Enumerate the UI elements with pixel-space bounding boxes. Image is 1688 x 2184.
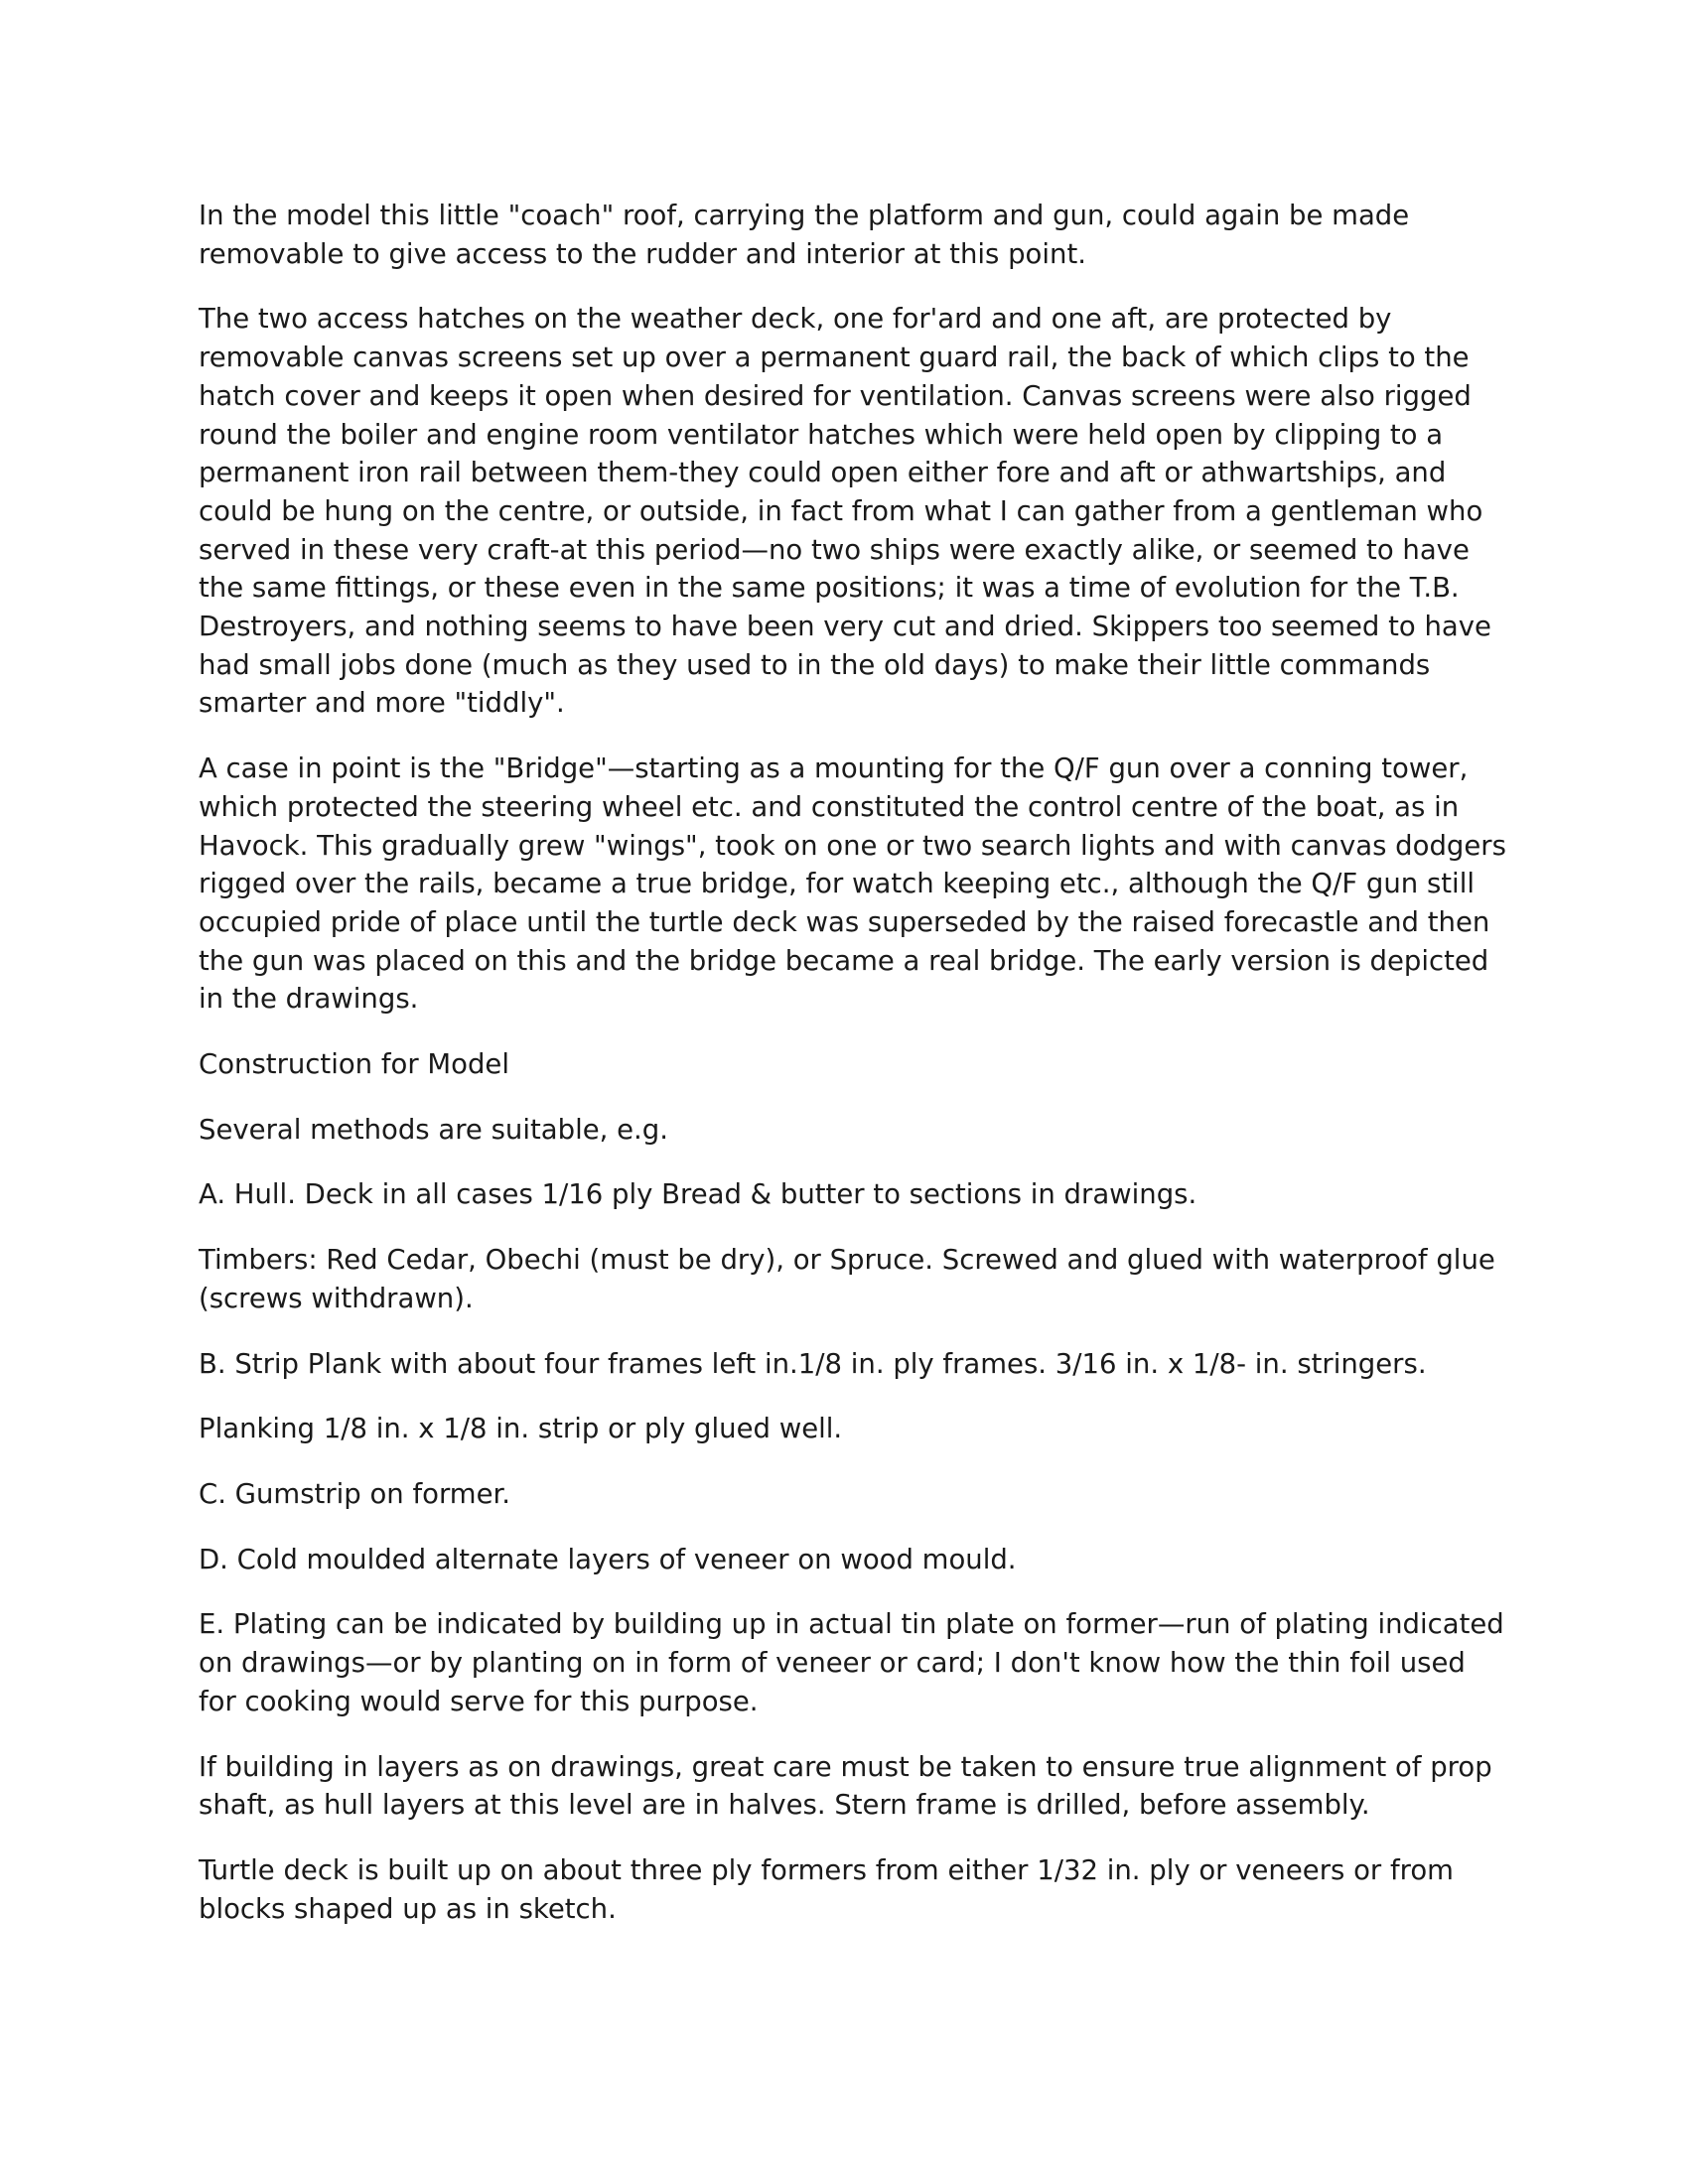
paragraph-method-c-gumstrip: C. Gumstrip on former. bbox=[199, 1477, 511, 1510]
paragraph-turtle-deck: Turtle deck is built up on about three ply formers from either 1/32 in. ply or veneers or from blocks shaped up as in sketch. bbox=[199, 1853, 1454, 1925]
paragraph-coach-roof: In the model this little "coach" roof, carrying the platform and gun, could again be made removable to give access to the rudder and interior at this point. bbox=[199, 200, 1410, 270]
document-page bbox=[199, 197, 1509, 1955]
paragraph-method-a-hull: A. Hull. Deck in all cases 1/16 ply Bread & butter to sections in drawings. bbox=[199, 1178, 1197, 1211]
paragraph-methods-intro: Several methods are suitable, e.g. bbox=[199, 1113, 668, 1146]
paragraph-access-hatches: The two access hatches on the weather deck, one for'ard and one aft, are protected by removable canvas screens set up over a permanent guard rail, the back of which clips to the hatch cover and keeps it open when desired for ventilation. Canvas screens were also rigged round the boiler and engine room ventilator hatches which were held open by clipping to a permanent iron rail between them-they could open either fore and aft or athwartships, and could be hung on the centre, or outside, in fact from what I can gather from a gentleman who served in these very craft-at this period—no two ships were exactly alike, or seemed to have the same fittings, or these even in the same positions; it was a time of evolution for the T.B. Destroyers, and nothing seems to have been very cut and dried. Skippers too seemed to have had small jobs done (much as they used to in the old days) to make their little commands smarter and more "tiddly". bbox=[199, 303, 1491, 720]
paragraph-timbers: Timbers: Red Cedar, Obechi (must be dry), or Spruce. Screwed and glued with waterproof glue (screws withdrawn). bbox=[199, 1244, 1495, 1314]
section-heading-construction: Construction for Model bbox=[199, 1048, 509, 1081]
paragraph-layers-alignment: If building in layers as on drawings, great care must be taken to ensure true alignment of prop shaft, as hull layers at this level are in halves. Stern frame is drilled, before assembly. bbox=[199, 1750, 1492, 1822]
paragraph-bridge: A case in point is the "Bridge"—starting as a mounting for the Q/F gun over a conning tower, which protected the steering wheel etc. and constituted the control centre of the boat, as in Havock. This gradually grew "wings", took on one or two search lights and with canvas dodgers rigged over the rails, became a true bridge, for watch keeping etc., although the Q/F gun still occupied pride of place until the turtle deck was superseded by the raised forecastle and then the gun was placed on this and the bridge became a real bridge. The early version is depicted in the drawings. bbox=[199, 752, 1506, 1016]
paragraph-planking: Planking 1/8 in. x 1/8 in. strip or ply glued well. bbox=[199, 1413, 843, 1445]
paragraph-method-e-plating: E. Plating can be indicated by building up in actual tin plate on former—run of plating indicated on drawings—or by planting on in form of veneer or card; I don't know how the thin foil used for cooking would serve for this purpose. bbox=[199, 1608, 1504, 1717]
paragraph-method-d-cold-moulded: D. Cold moulded alternate layers of veneer on wood mould. bbox=[199, 1543, 1017, 1575]
paragraph-method-b-strip-plank: B. Strip Plank with about four frames left in.1/8 in. ply frames. 3/16 in. x 1/8- in. stringers. bbox=[199, 1347, 1427, 1380]
